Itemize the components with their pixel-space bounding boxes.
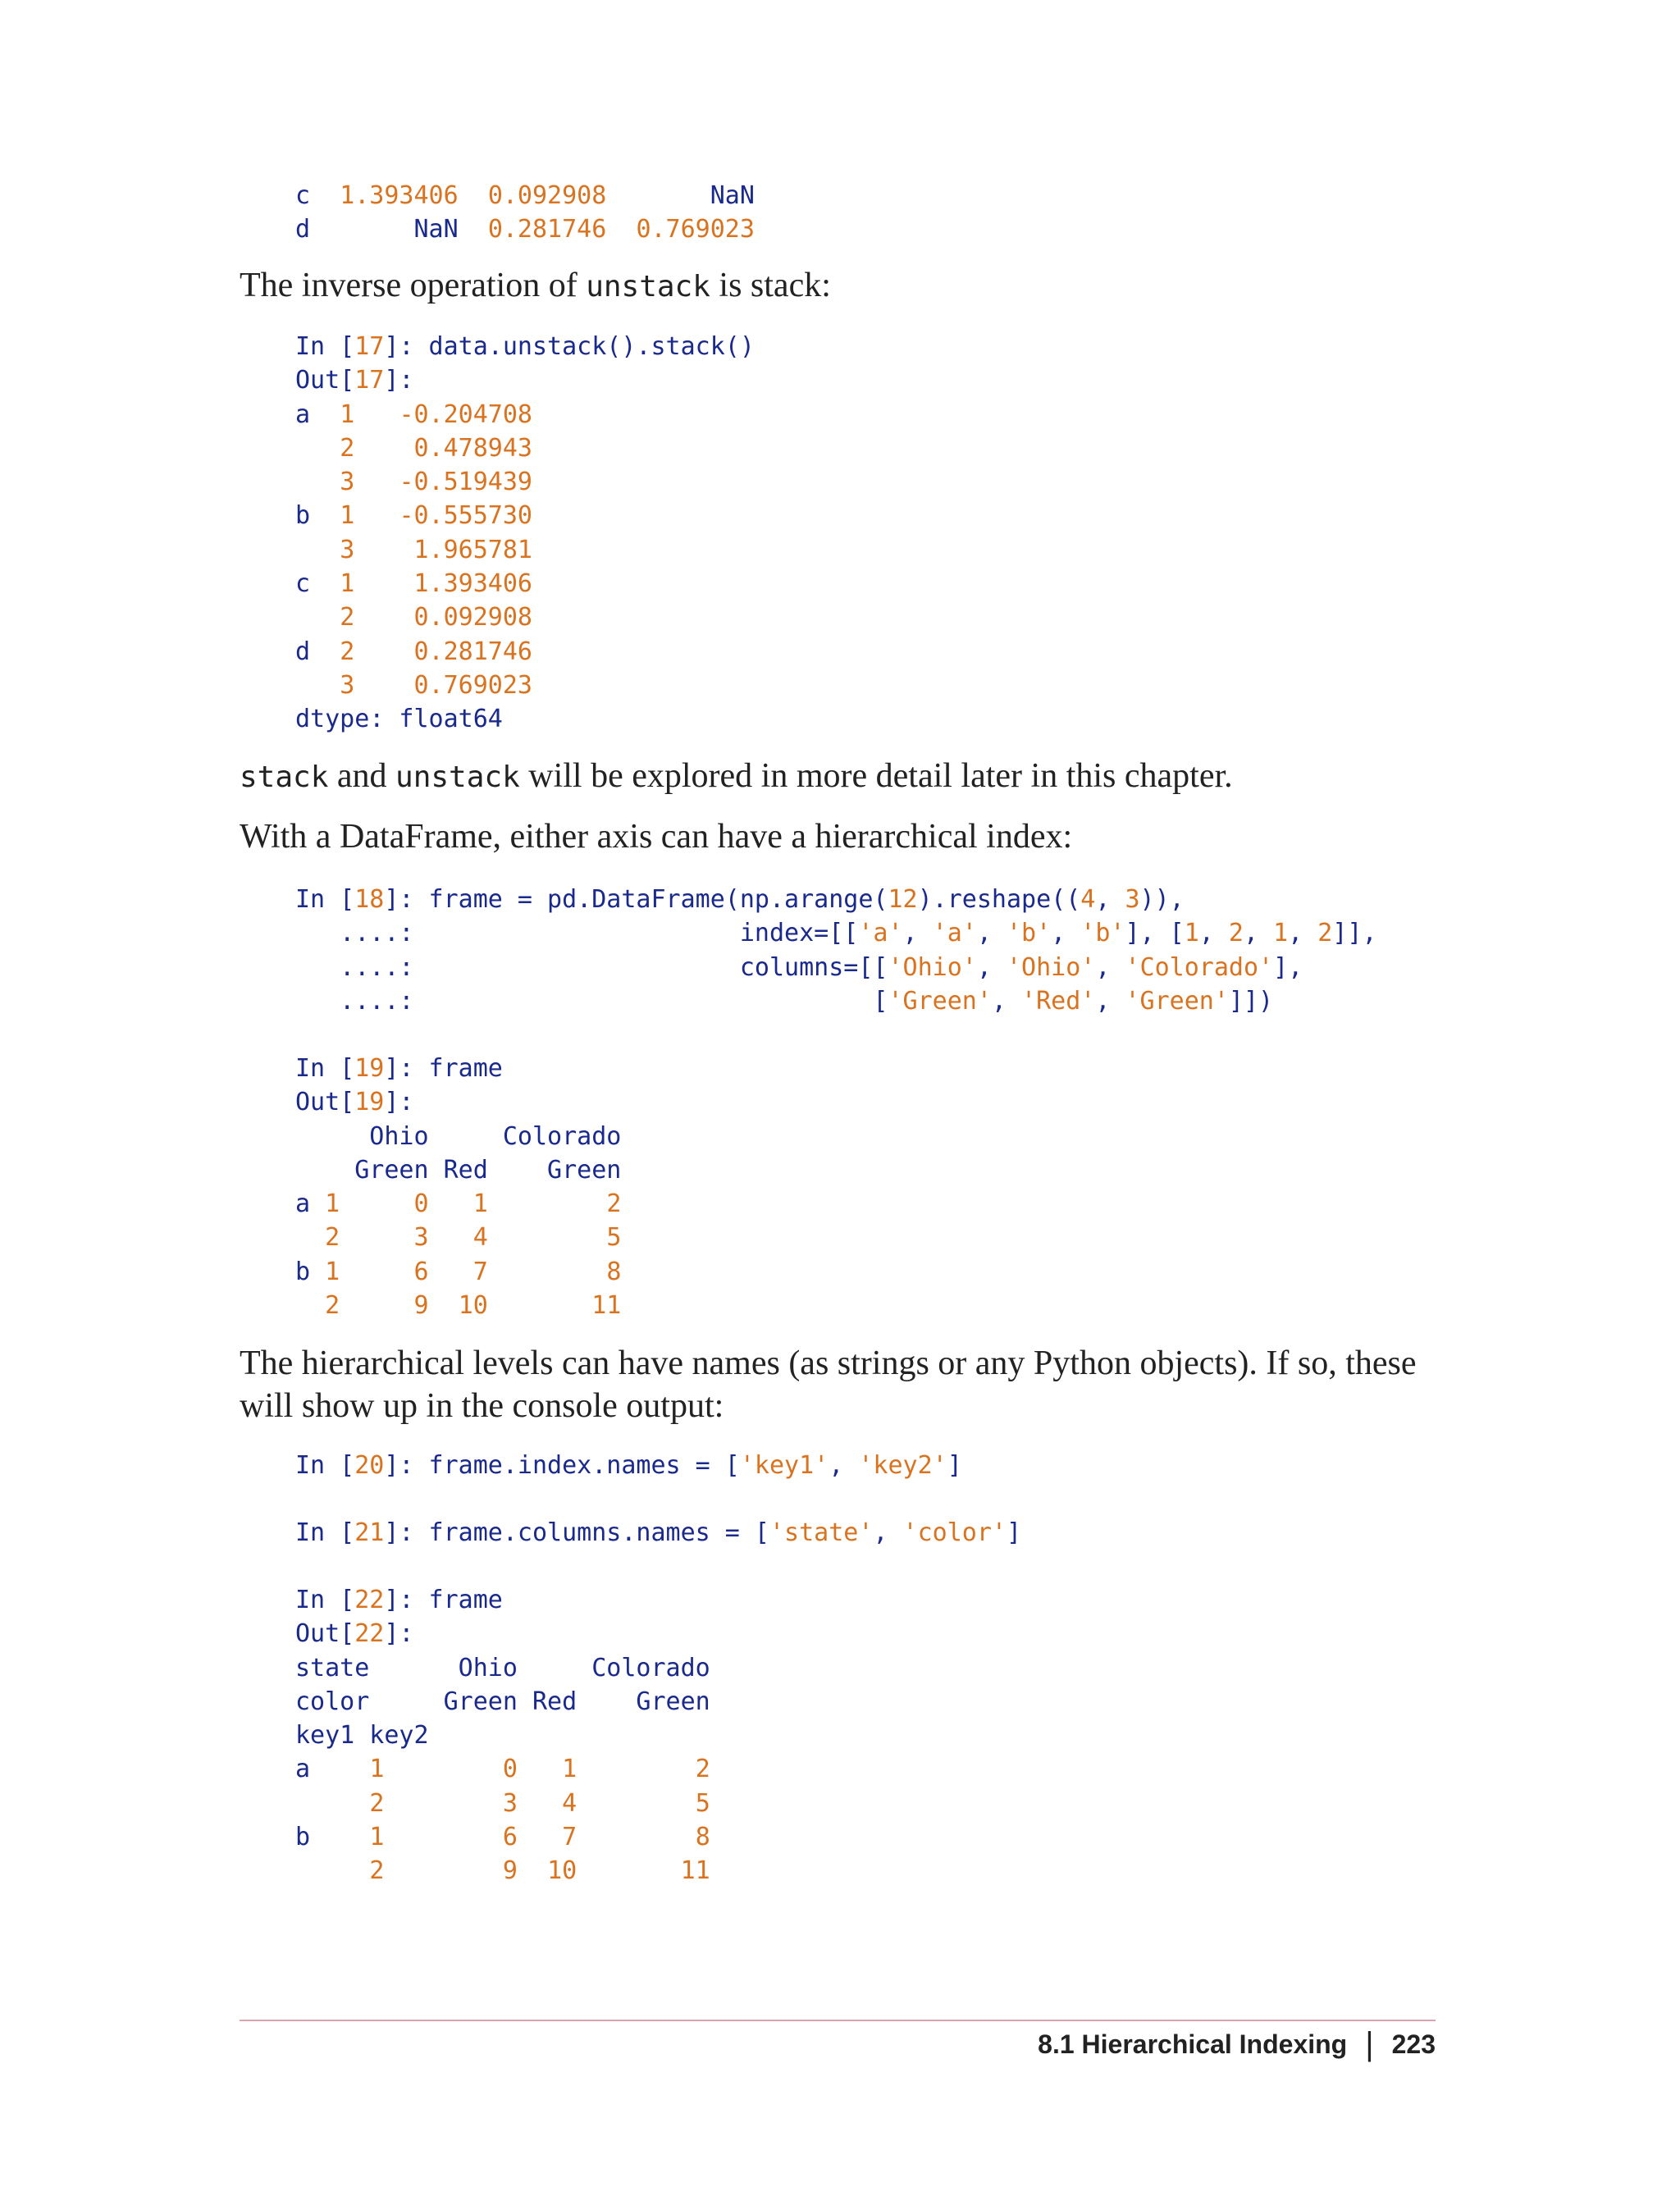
text: The inverse operation of [240,267,587,304]
paragraph-level-names: The hierarchical levels can have names (as strings or any Python objects). If so, these will show up in the console output: [240,1344,1417,1425]
inline-code: stack [240,760,329,794]
footer-separator: | [1365,2026,1374,2062]
code-block-in17 [295,330,755,737]
code-text: In [19]: frame Out[19]: Ohio Colorado Green Red Green a 1 0 1 2 2 3 4 5 b 1 6 7 8 2 9 10 11 [295,1054,622,1321]
page-footer [1038,2026,1436,2063]
code-text: In [17]: data.unstack().stack() [295,332,755,361]
footer-rule [240,2020,1436,2021]
code-block-in21 [295,1516,1021,1550]
code-text: In [18]: frame = pd.DataFrame(np.arange(12).reshape((4, 3)), ....: index=[['a', 'a', 'b', 'b'], [1, 2, 1, 2]], ....: columns=[['Ohio', 'Ohio', 'Colorado'], ....: ['Green', 'Red', 'Green']]) [295,885,1377,1016]
code-block-in19 [295,1052,621,1322]
text: will be explored in more detail later in this chapter. [519,757,1233,795]
code-text: In [22]: frame Out[22]: state Ohio Colorado color Green Red Green key1 key2 a 1 0 1 2 2 3 4 5 b 1 6 7 8 2 9 10 11 [295,1586,710,1886]
inline-code: unstack [586,270,710,304]
text: and [328,757,396,795]
code-text: In [21]: frame.columns.names = ['state', 'color'] [295,1518,1022,1547]
page-number: 223 [1391,2029,1436,2059]
code-block-in18 [295,883,1377,1018]
code-output-block-1 [295,179,755,247]
paragraph-stack-unstack [240,755,1445,799]
paragraph-unstack-inverse [240,264,1445,308]
code-text: In [20]: frame.index.names = ['key1', 'key2'] [295,1451,962,1480]
code-text: Out[17]: a 1 -0.204708 2 0.478943 3 -0.519439 b 1 -0.555730 3 1.965781 c 1 1.393406 2 0.092908 d 2 0.281746 3 0.769023 dtype: float64 [295,366,532,734]
section-title: 8.1 Hierarchical Indexing [1038,2029,1348,2059]
text: is stack: [710,267,831,304]
inline-code: unstack [395,760,520,794]
paragraph-dataframe-axis: With a DataFrame, either axis can have a hierarchical index: [240,818,1073,856]
code-block-in20 [295,1449,962,1482]
code-text: c 1.393406 0.092908 NaN d NaN 0.281746 0.769023 [295,181,755,244]
code-block-in22 [295,1583,710,1888]
